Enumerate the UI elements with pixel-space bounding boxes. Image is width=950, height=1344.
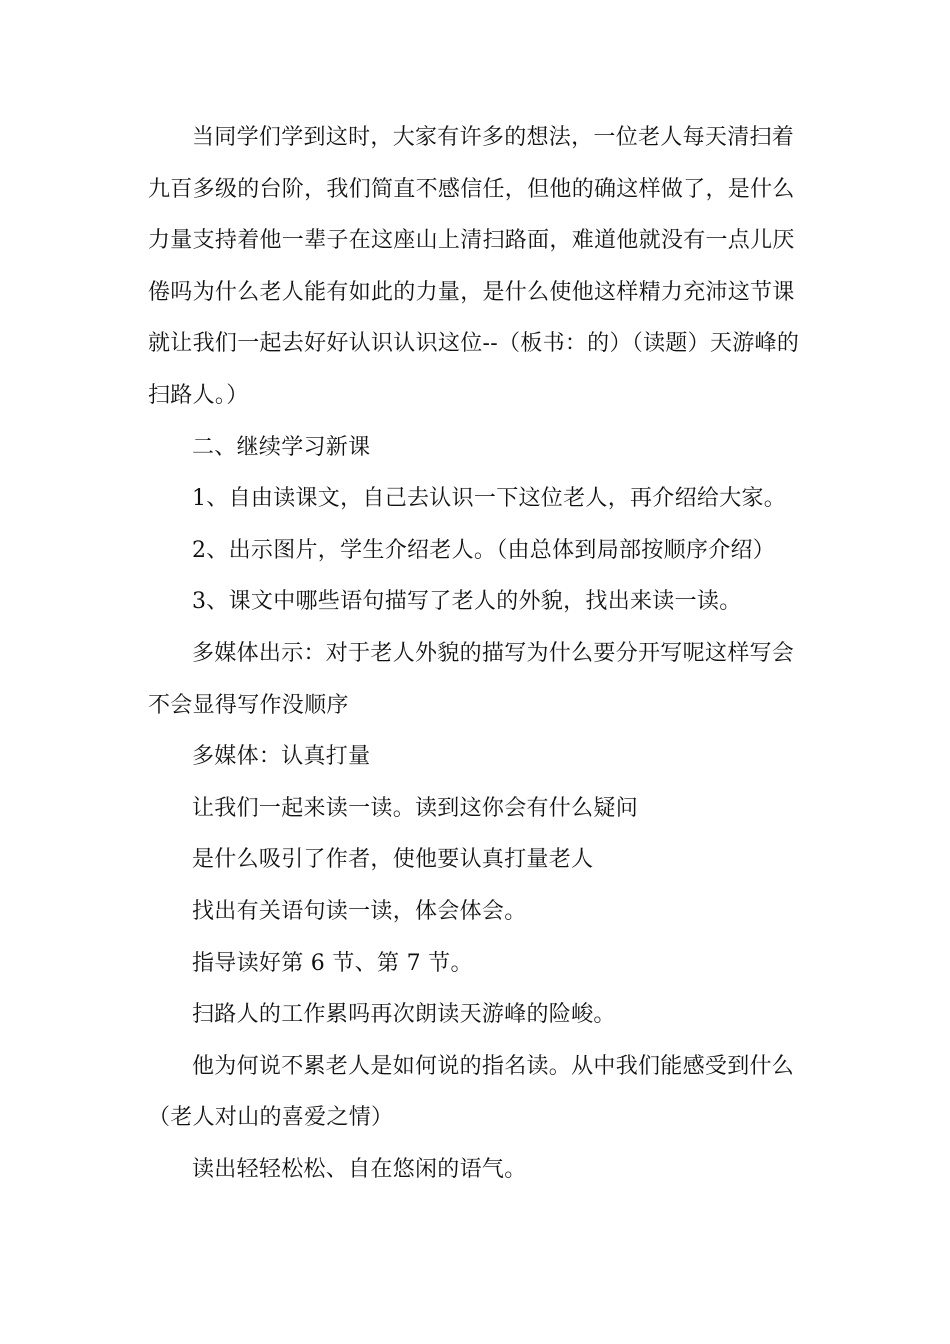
paragraph-step-3: 3、课文中哪些语句描写了老人的外貌，找出来读一读。 [192, 589, 742, 615]
paragraph-why-not-tired: 他为何说不累老人是如何说的指名读。从中我们能感受到什么（老人对山的喜爱之情） [148, 1053, 795, 1131]
paragraph-tiring-work: 扫路人的工作累吗再次朗读天游峰的险峻。 [192, 1002, 616, 1028]
section-heading: 二、继续学习新课 [192, 434, 371, 460]
document-body [148, 112, 808, 1195]
paragraph-read-tone: 读出轻轻松松、自在悠闲的语气。 [192, 1156, 527, 1182]
paragraph-what-attracted: 是什么吸引了作者，使他要认真打量老人 [192, 847, 594, 873]
paragraph-multimedia-look: 多媒体：认真打量 [192, 744, 371, 770]
paragraph-read-together: 让我们一起来读一读。读到这你会有什么疑问 [192, 795, 639, 821]
paragraph-find-sentences: 找出有关语句读一读，体会体会。 [192, 898, 527, 924]
paragraph-guide-reading: 指导读好第 6 节、第 7 节。 [192, 950, 473, 976]
paragraph-step-2: 2、出示图片，学生介绍老人。（由总体到局部按顺序介绍） [192, 537, 776, 563]
paragraph-step-1: 1、自由读课文，自己去认识一下这位老人，再介绍给大家。 [192, 486, 787, 512]
paragraph-intro: 当同学们学到这时，大家有许多的想法，一位老人每天清扫着九百多级的台阶，我们简直不感信任，但他的确这样做了，是什么力量支持着他一辈子在这座山上清扫路面，难道他就没有一点儿厌倦吗为什么老人能有如此的力量，是什么使他这样精力充沛这节课就让我们一起去好好认识认识这位--（板书：的）（读题）天游峰的扫路人。） [148, 125, 800, 408]
paragraph-multimedia-show: 多媒体出示：对于老人外貌的描写为什么要分开写呢这样写会不会显得写作没顺序 [148, 640, 795, 718]
